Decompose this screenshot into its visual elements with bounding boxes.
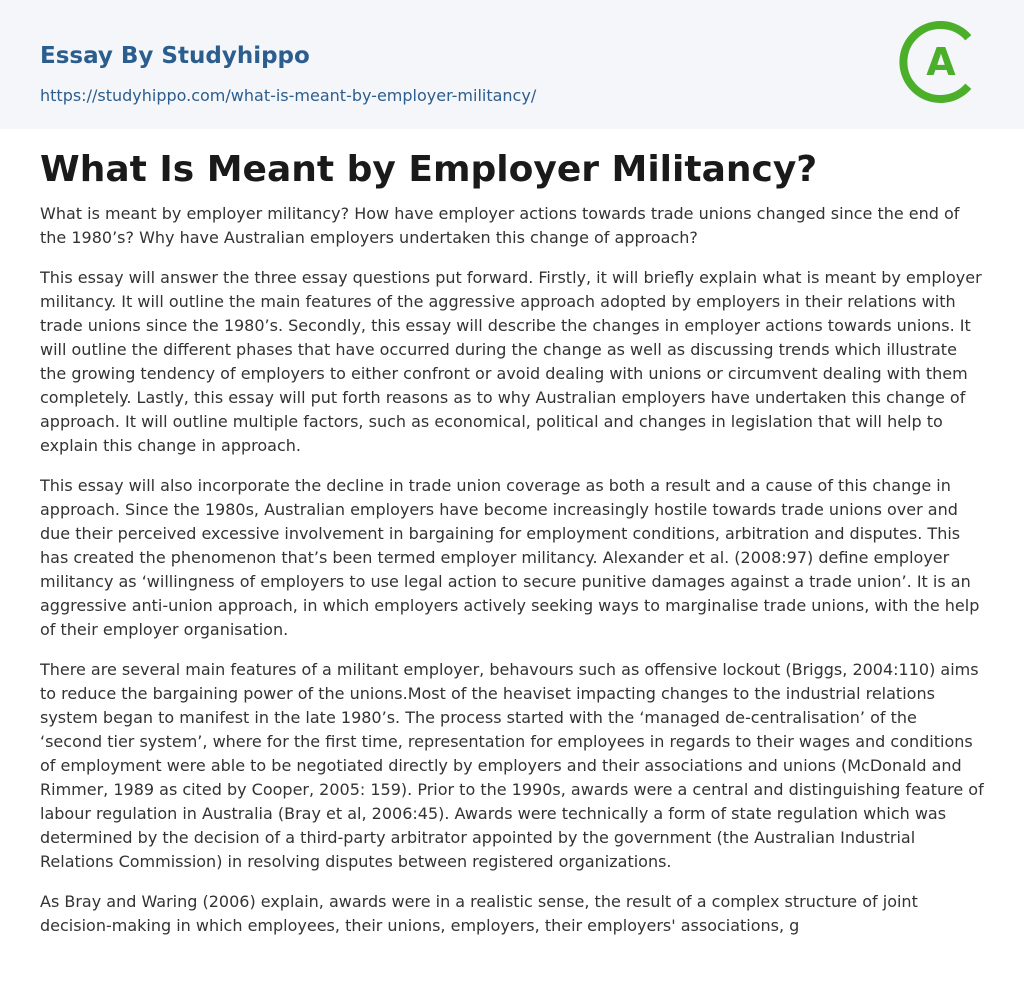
article-paragraph: As Bray and Waring (2006) explain, awards were in a realistic sense, the result of a complex structure of joint decision-making in which employees, their unions, employers, their employers' associations, g	[40, 892, 918, 935]
site-header	[0, 0, 1024, 129]
page-url-link[interactable]: https://studyhippo.com/what-is-meant-by-employer-militancy/	[40, 86, 537, 105]
studyhippo-logo-icon[interactable]	[898, 19, 984, 105]
site-brand[interactable]: Essay By Studyhippo	[40, 43, 310, 69]
article-intro: What is meant by employer militancy? How have employer actions towards trade unions changed since the end of the 1980’s? Why have Australian employers undertaken this change of approach?	[40, 204, 960, 247]
logo-letter: A	[926, 40, 956, 84]
article-title: What Is Meant by Employer Militancy?	[40, 149, 818, 190]
article-content	[0, 129, 1024, 938]
article-paragraph: This essay will also incorporate the decline in trade union coverage as both a result and a cause of this change in approach. Since the 1980s, Australian employers have become increasingly hostile towards trade unions over and due their perceived excessive involvement in bargaining for employment conditions, arbitration and disputes. This has created the phenomenon that’s been termed employer militancy. Alexander et al. (2008:97) define employer militancy as ‘willingness of employers to use legal action to secure punitive damages against a trade union’. It is an aggressive anti-union approach, in which employers actively seeking ways to marginalise trade unions, with the help of their employer organisation.	[40, 476, 980, 639]
article-paragraph: There are several main features of a militant employer, behavours such as offensive lockout (Briggs, 2004:110) aims to reduce the bargaining power of the unions.Most of the heaviset impacting changes to the industrial relations system began to manifest in the late 1980’s. The process started with the ‘managed de-centralisation’ of the ‘second tier system’, where for the first time, representation for employees in regards to their wages and conditions of employment were able to be negotiated directly by employers and their associations and unions (McDonald and Rimmer, 1989 as cited by Cooper, 2005: 159). Prior to the 1990s, awards were a central and distinguishing feature of labour regulation in Australia (Bray et al, 2006:45). Awards were technically a form of state regulation which was determined by the decision of a third-party arbitrator appointed by the government (the Australian Industrial Relations Commission) in resolving disputes between registered organizations.	[40, 660, 984, 871]
article-paragraph: This essay will answer the three essay questions put forward. Firstly, it will briefly explain what is meant by employer militancy. It will outline the main features of the aggressive approach adopted by employers in their relations with trade unions since the 1980’s. Secondly, this essay will describe the changes in employer actions towards unions. It will outline the different phases that have occurred during the change as well as discussing trends which illustrate the growing tendency of employers to either confront or avoid dealing with unions or circumvent dealing with them completely. Lastly, this essay will put forth reasons as to why Australian employers have undertaken this change of approach. It will outline multiple factors, such as economical, political and changes in legislation that will help to explain this change in approach.	[40, 268, 982, 455]
